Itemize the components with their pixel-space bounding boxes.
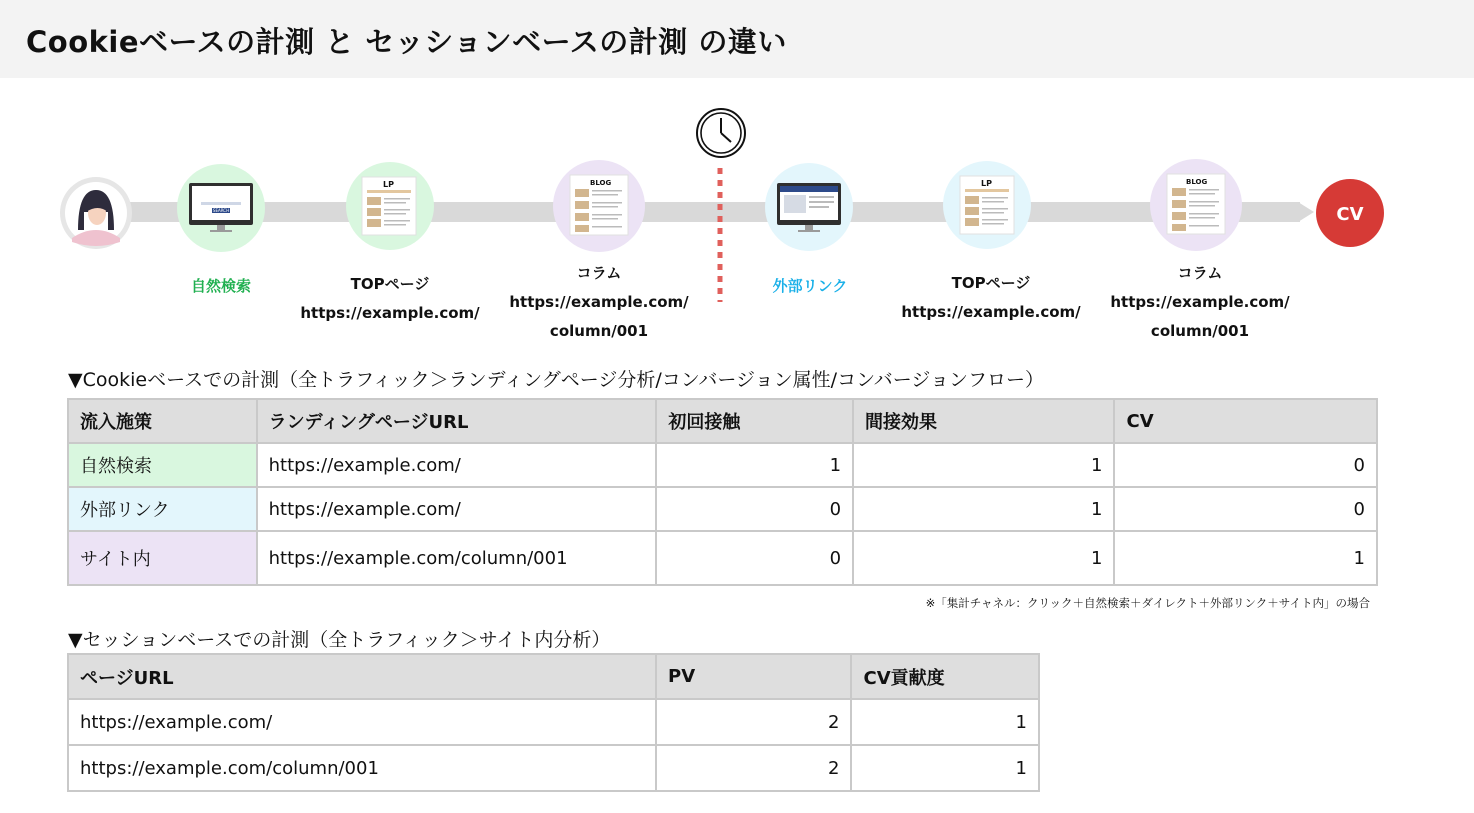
pv-cell: 2 bbox=[656, 699, 851, 745]
user-avatar-icon bbox=[60, 177, 132, 249]
column-header: ランディングページURL bbox=[257, 399, 657, 443]
session-table bbox=[67, 653, 1040, 792]
table-row bbox=[68, 699, 1039, 745]
step-page-url: https://example.com/ bbox=[300, 304, 480, 322]
table-header-row bbox=[68, 654, 1039, 699]
cv-cell: 1 bbox=[1114, 531, 1377, 585]
table-header-row bbox=[68, 399, 1377, 443]
channel-cell: 外部リンク bbox=[68, 487, 257, 531]
step-page-url-path: column/001 bbox=[549, 322, 649, 340]
url-cell: https://example.com/column/001 bbox=[257, 531, 657, 585]
step-page-url-path: column/001 bbox=[1150, 322, 1250, 340]
column-header: 間接効果 bbox=[853, 399, 1114, 443]
cv-label: CV bbox=[1336, 204, 1364, 225]
step-label-column bbox=[509, 259, 688, 346]
column-header: 流入施策 bbox=[68, 399, 257, 443]
column-header: 初回接触 bbox=[656, 399, 853, 443]
assist-cell: 1 bbox=[853, 531, 1114, 585]
column-header: CV貢献度 bbox=[851, 654, 1039, 699]
step-page-name: TOPページ bbox=[951, 274, 1031, 292]
session-section-title: ▼セッションベースでの計測（全トラフィック＞サイト内分析） bbox=[68, 629, 611, 651]
cv-contribution-cell: 1 bbox=[851, 745, 1039, 791]
svg-text:SEARCH: SEARCH bbox=[212, 208, 230, 213]
cv-cell: 0 bbox=[1114, 487, 1377, 531]
cv-contribution-cell: 1 bbox=[851, 699, 1039, 745]
step-page-name: TOPページ bbox=[350, 275, 430, 293]
monitor-search-icon bbox=[177, 164, 265, 252]
lp-page-icon bbox=[346, 162, 434, 250]
svg-text:BLOG: BLOG bbox=[1186, 178, 1208, 186]
cv-goal-icon bbox=[1316, 179, 1384, 247]
url-cell: https://example.com/ bbox=[257, 487, 657, 531]
column-header: CV bbox=[1114, 399, 1377, 443]
step-page-url: https://example.com/ bbox=[509, 293, 689, 311]
step-label-external: 外部リンク bbox=[772, 277, 848, 295]
first-touch-cell: 1 bbox=[656, 443, 853, 487]
url-cell: https://example.com/ bbox=[68, 699, 656, 745]
step-label-organic: 自然検索 bbox=[190, 277, 252, 295]
assist-cell: 1 bbox=[853, 443, 1114, 487]
blog-page-icon bbox=[1150, 159, 1242, 251]
table-row bbox=[68, 487, 1377, 531]
step-page-url: https://example.com/ bbox=[1110, 293, 1290, 311]
lp-page-icon bbox=[943, 161, 1031, 249]
blog-page-icon bbox=[553, 160, 645, 252]
url-cell: https://example.com/ bbox=[257, 443, 657, 487]
svg-text:LP: LP bbox=[981, 179, 992, 188]
column-header: ページURL bbox=[68, 654, 656, 699]
step-page-name: コラム bbox=[1177, 264, 1223, 282]
channel-cell: サイト内 bbox=[68, 531, 257, 585]
channel-cell: 自然検索 bbox=[68, 443, 257, 487]
cookie-section-title: ▼Cookieベースでの計測（全トラフィック＞ランディングページ分析/コンバージョン属性/コンバージョンフロー） bbox=[68, 369, 1044, 391]
step-page-url: https://example.com/ bbox=[901, 303, 1081, 321]
cv-cell: 0 bbox=[1114, 443, 1377, 487]
table-row bbox=[68, 745, 1039, 791]
first-touch-cell: 0 bbox=[656, 531, 853, 585]
step-page-name: コラム bbox=[576, 264, 622, 282]
step-label-top-page bbox=[300, 270, 479, 328]
svg-text:LP: LP bbox=[383, 180, 394, 189]
step-label-column bbox=[1110, 259, 1289, 346]
flow-arrowhead bbox=[1298, 202, 1314, 222]
table-row bbox=[68, 531, 1377, 585]
column-header: PV bbox=[656, 654, 851, 699]
page-title: Cookieベースの計測 と セッションベースの計測 の違い bbox=[26, 25, 787, 59]
step-label-top-page bbox=[901, 269, 1080, 327]
assist-cell: 1 bbox=[853, 487, 1114, 531]
cookie-table bbox=[67, 398, 1378, 586]
clock-icon bbox=[697, 109, 745, 157]
user-journey-flow bbox=[0, 0, 1474, 345]
pv-cell: 2 bbox=[656, 745, 851, 791]
monitor-website-icon bbox=[765, 163, 853, 251]
url-cell: https://example.com/column/001 bbox=[68, 745, 656, 791]
channel-note: ※「集計チャネル：クリック＋自然検索＋ダイレクト＋外部リンク＋サイト内」の場合 bbox=[925, 596, 1370, 610]
svg-text:BLOG: BLOG bbox=[590, 179, 612, 187]
table-row bbox=[68, 443, 1377, 487]
flow-track bbox=[95, 202, 1300, 222]
first-touch-cell: 0 bbox=[656, 487, 853, 531]
